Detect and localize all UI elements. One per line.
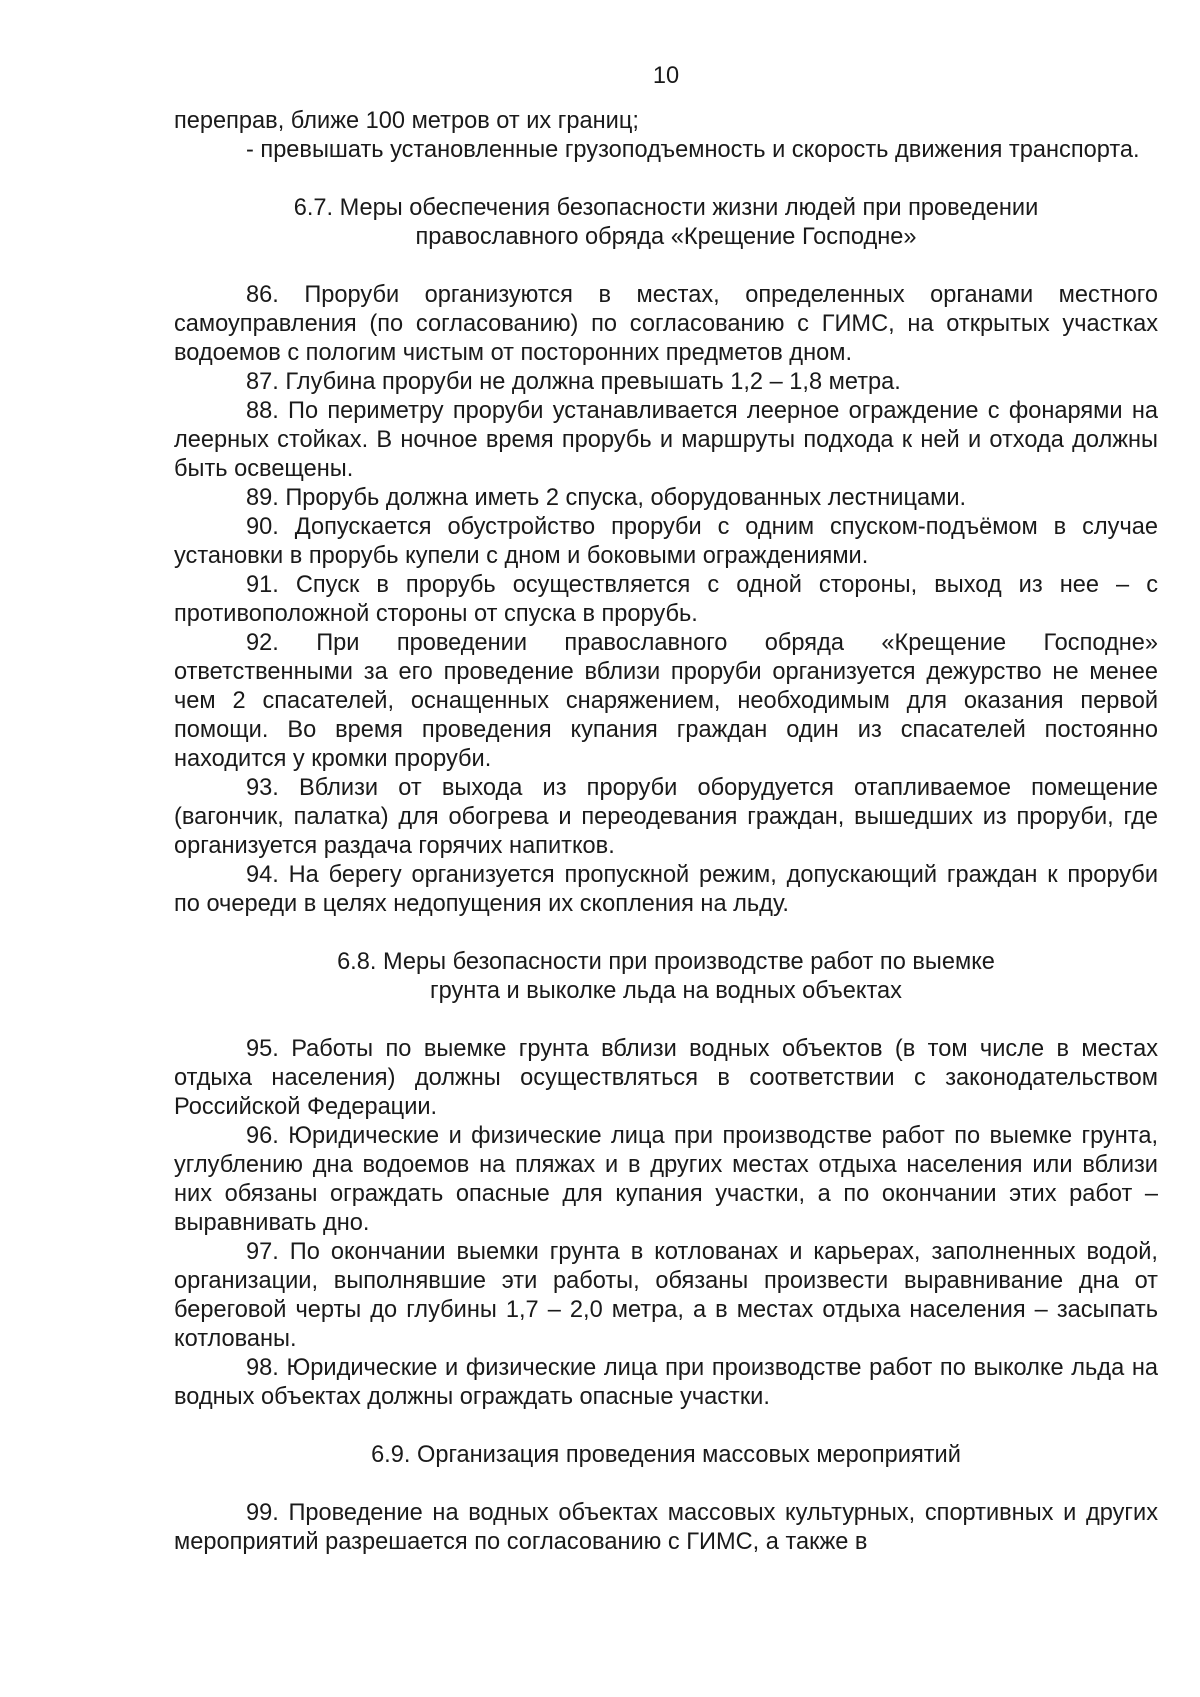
paragraph-93: 93. Вблизи от выхода из проруби оборудуется отапливаемое помещение (вагончик, палатка) для обогрева и переодевания граждан, вышедших из проруби, где организуется раздача горячих напитков. [174,775,1158,859]
paragraph-87: 87. Глубина проруби не должна превышать 1,2 – 1,8 метра. [246,369,901,395]
paragraph-95: 95. Работы по выемке грунта вблизи водных объектов (в том числе в местах отдыха населения) должны осуществляться в соответствии с законодательством Российской Федерации. [174,1036,1158,1120]
document-page [174,62,1158,1682]
paragraph-91: 91. Спуск в прорубь осуществляется с одной стороны, выход из нее – с противоположной стороны от спуска в прорубь. [174,572,1158,627]
section-title-line: православного обряда «Крещение Господне» [415,224,917,250]
intro-line: переправ, ближе 100 метров от их границ; [174,108,639,134]
section-title [174,1441,1158,1470]
paragraph-89: 89. Прорубь должна иметь 2 спуска, оборудованных лестницами. [246,485,967,511]
section-title-line: 6.8. Меры безопасности при производстве работ по выемке [337,949,995,975]
section-title [174,948,1158,1006]
section-title [174,194,1158,252]
paragraph-98: 98. Юридические и физические лица при производстве работ по выколке льда на водных объектах должны ограждать опасные участки. [174,1355,1158,1410]
intro-paragraph: - превышать установленные грузоподъемность и скорость движения транспорта. [246,137,1140,163]
section-title-line: 6.9. Организация проведения массовых мероприятий [371,1442,961,1468]
paragraph-97: 97. По окончании выемки грунта в котлованах и карьерах, заполненных водой, организации, выполнявшие эти работы, обязаны произвести выравнивание дна от береговой черты до глубины 1,7 – 2,0 метра, а в местах отдыха населения – засыпать котлованы. [174,1239,1158,1352]
paragraph-92: 92. При проведении православного обряда «Крещение Господне» ответственными за его проведение вблизи проруби организуется дежурство не менее чем 2 спасателей, оснащенных снаряжением, необходимым для оказания первой помощи. Во время проведения купания граждан один из спасателей постоянно находится у кромки проруби. [174,630,1158,772]
paragraph-99: 99. Проведение на водных объектах массовых культурных, спортивных и других мероприятий разрешается по согласованию с ГИМС, а также в [174,1500,1158,1555]
paragraph-94: 94. На берегу организуется пропускной режим, допускающий граждан к проруби по очереди в целях недопущения их скопления на льду. [174,862,1158,917]
section-title-line: грунта и выколке льда на водных объектах [430,978,902,1004]
page-number: 10 [652,63,680,89]
section-title-line: 6.7. Меры обеспечения безопасности жизни людей при проведении [293,195,1039,221]
paragraph-90: 90. Допускается обустройство проруби с одним спуском-подъёмом в случае установки в прорубь купели с дном и боковыми ограждениями. [174,514,1158,569]
paragraph-88: 88. По периметру проруби устанавливается леерное ограждение с фонарями на леерных стойках. В ночное время прорубь и маршруты подхода к ней и отхода должны быть освещены. [174,398,1158,482]
paragraph-86: 86. Проруби организуются в местах, определенных органами местного самоуправления (по согласованию) по согласованию с ГИМС, на открытых участках водоемов с пологим чистым от посторонних предметов дном. [174,282,1158,366]
paragraph-96: 96. Юридические и физические лица при производстве работ по выемке грунта, углублению дна водоемов на пляжах и в других местах отдыха населения или вблизи них обязаны ограждать опасные для купания участки, а по окончании этих работ – выравнивать дно. [174,1123,1158,1236]
